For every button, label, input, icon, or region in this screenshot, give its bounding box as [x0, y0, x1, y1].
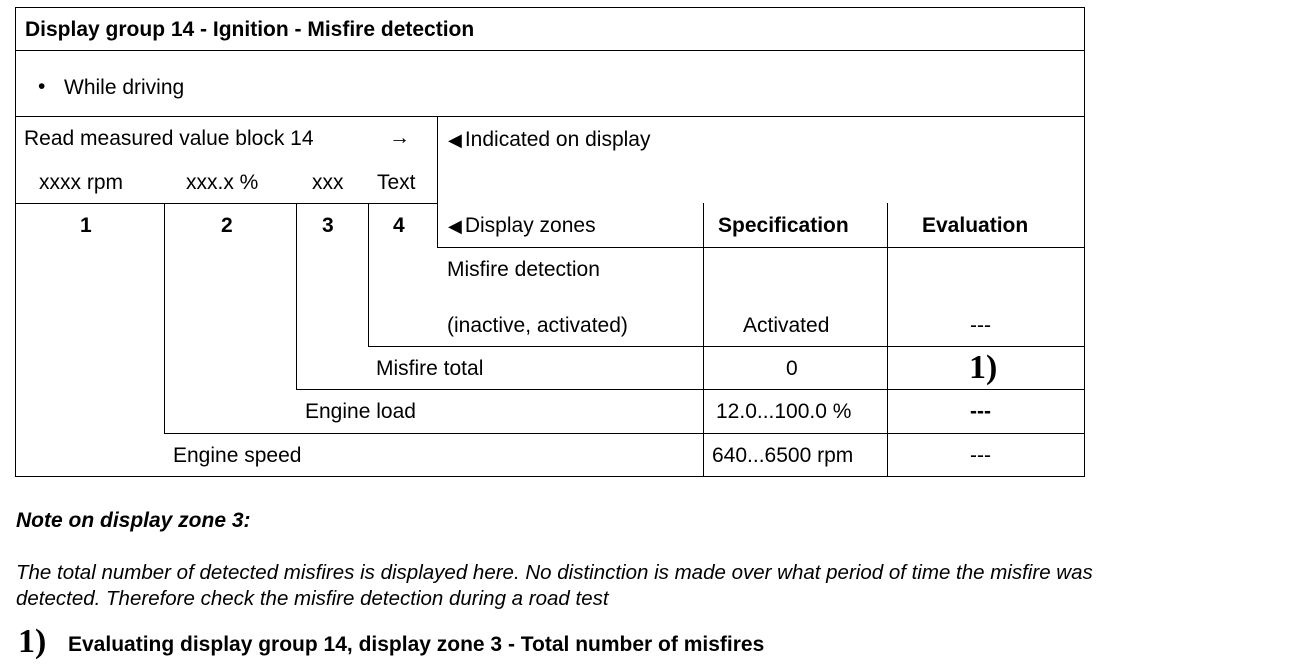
zone1-eval: --- [970, 444, 991, 467]
read-block-label: Read measured value block 14 [24, 127, 314, 150]
note-line-2: detected. Therefore check the misfire detection during a road test [16, 587, 609, 610]
zone4-spec: Activated [743, 314, 830, 337]
unit-zone-1: xxxx rpm [39, 171, 123, 194]
zone3-eval-footnote-ref: 1) [969, 349, 998, 386]
zone4-name-line1: Misfire detection [447, 258, 600, 281]
zone4-eval: --- [970, 314, 991, 337]
zone3-spec: 0 [786, 357, 798, 380]
zone2-eval: --- [970, 400, 991, 423]
zone1-name: Engine speed [173, 444, 302, 467]
zone-number-3: 3 [322, 214, 334, 237]
condition-text: While driving [64, 76, 185, 99]
display-zones-header [448, 215, 596, 236]
unit-zone-2: xxx.x % [186, 171, 259, 194]
zone3-name: Misfire total [376, 357, 484, 380]
note-heading: Note on display zone 3: [16, 509, 251, 532]
right-arrow-icon: → [389, 126, 410, 149]
zone1-spec: 640...6500 rpm [712, 444, 854, 467]
zone-number-1: 1 [80, 214, 92, 237]
display-zones-label: Display zones [464, 214, 596, 237]
zone4-name-line2: (inactive, activated) [447, 314, 628, 337]
note-line-1: The total number of detected misfires is displayed here. No distinction is made over what period of time the misfire was [16, 561, 1093, 584]
unit-zone-4: Text [377, 171, 416, 194]
footnote-text: Evaluating display group 14, display zone 3 - Total number of misfires [68, 633, 765, 656]
footnote-marker: 1) [18, 623, 47, 660]
zone-number-2: 2 [221, 214, 233, 237]
bullet-icon: • [38, 75, 46, 98]
evaluation-header: Evaluation [922, 214, 1029, 237]
indicated-label: Indicated on display [464, 128, 651, 151]
triangle-left-icon: ◀ [448, 216, 462, 236]
triangle-left-icon: ◀ [448, 130, 462, 150]
zone2-name: Engine load [305, 400, 416, 423]
specification-header: Specification [718, 214, 849, 237]
zone-number-4: 4 [393, 214, 405, 237]
indicated-label-row [448, 129, 650, 150]
unit-zone-3: xxx [312, 171, 344, 194]
page-title: Display group 14 - Ignition - Misfire detection [25, 18, 475, 41]
zone2-spec: 12.0...100.0 % [716, 400, 852, 423]
